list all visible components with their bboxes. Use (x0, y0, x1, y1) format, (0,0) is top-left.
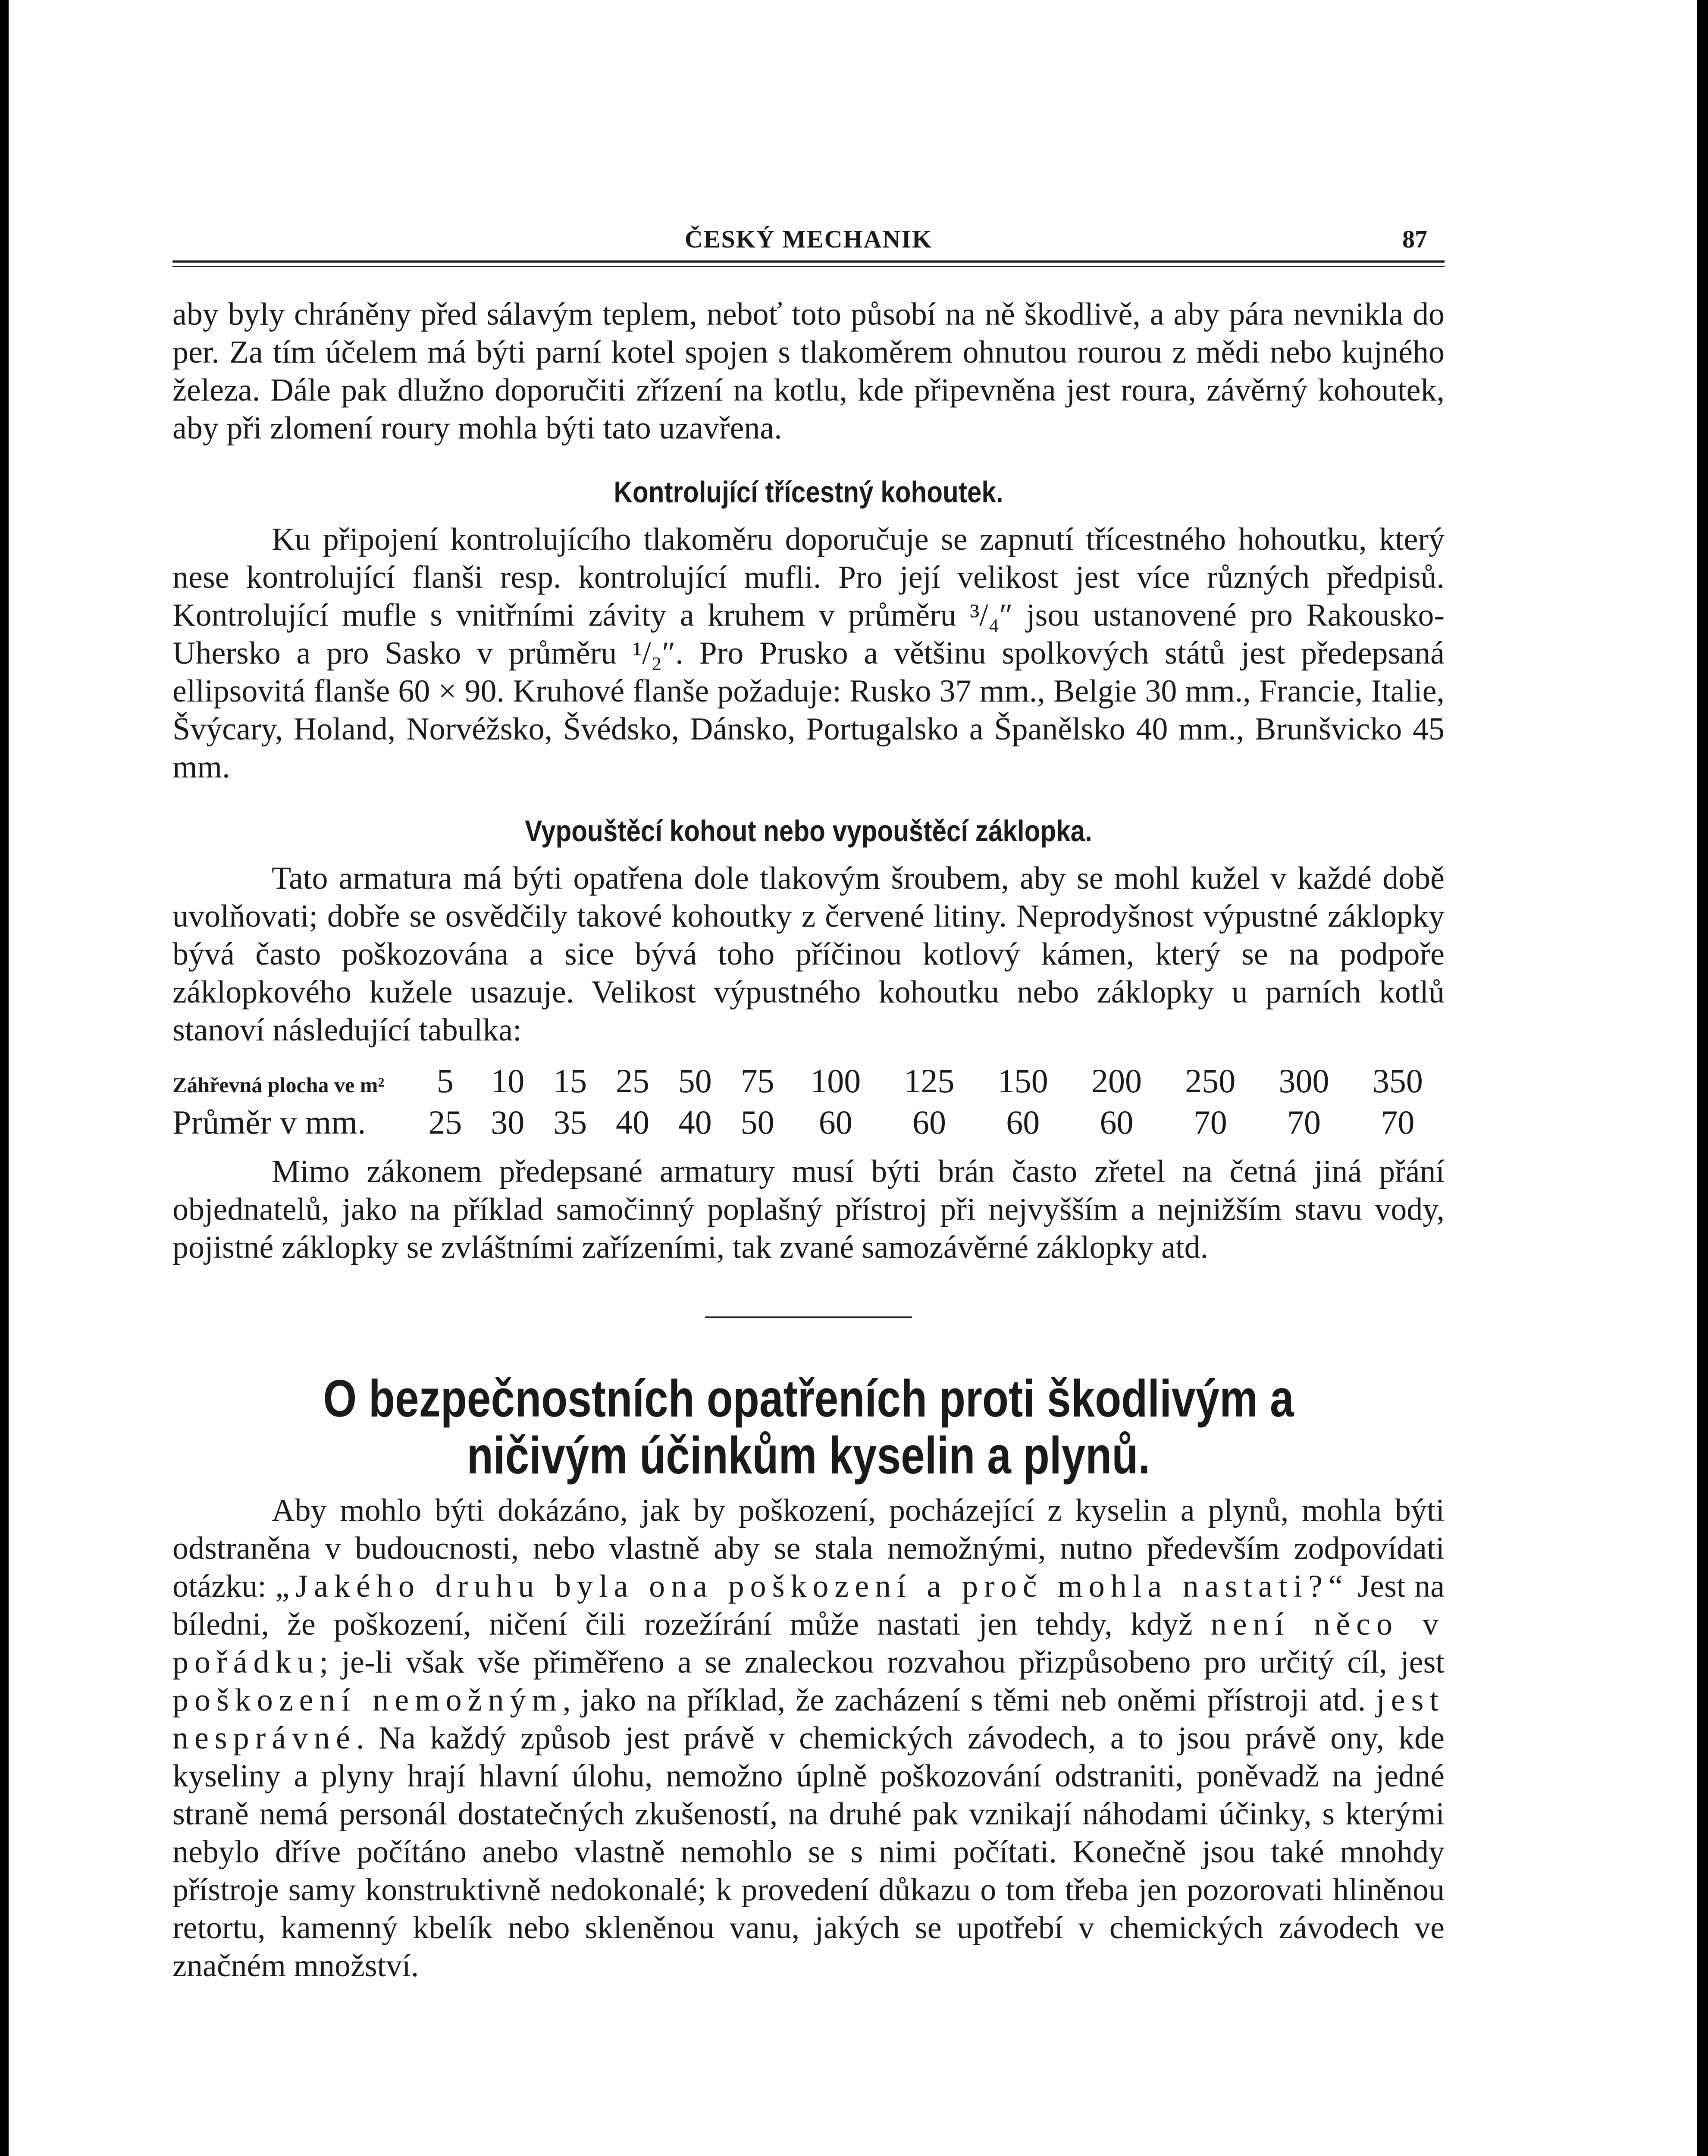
table-cell: 5 (436, 1062, 454, 1100)
emphasis-run: „Jakého druhu byla ona poškození a proč mohla nastati?“ (275, 1569, 1349, 1604)
table-row-label: Průměr v mm. (172, 1103, 366, 1141)
emphasis-run: není něco v pořádku (172, 1607, 1445, 1680)
scan-edge-left (0, 0, 9, 2156)
table-row-heating-surface (172, 1060, 1445, 1102)
text-run: Aby mohlo býti dokázáno, jak by poškození, pocházející z kyselin a plynů, mohla býti odstraněna v budoucnosti, nebo vlastně aby se stala nemožnými, nutno především zodpovídati otázku: (172, 1493, 1445, 1604)
table-cell: 70 (1193, 1103, 1227, 1141)
table-cell: 30 (491, 1103, 525, 1141)
table-cell: 40 (615, 1103, 649, 1141)
text-run: ; je-li však vše přiměřeno a se znaleckou rozvahou přizpůsobeno pro určitý cíl, jest (319, 1645, 1445, 1680)
section-divider (705, 1316, 912, 1318)
section-heading-drain-valve: Vypouštěcí kohout nebo vypouštěcí záklopka. (525, 814, 1092, 848)
table-cell: 35 (553, 1103, 587, 1141)
heating-surface-label: Záhřevná plocha ve m² (172, 1073, 385, 1097)
table-row-diameter (172, 1102, 1445, 1143)
table-cell: 60 (1006, 1103, 1040, 1141)
table-cell: 40 (678, 1103, 712, 1141)
emphasis-run: poškození nemožným (172, 1683, 563, 1718)
table-cell: 100 (810, 1062, 861, 1100)
table-cell: 50 (740, 1103, 774, 1141)
table-cell: 300 (1279, 1062, 1329, 1100)
table-cell: 60 (912, 1103, 946, 1141)
running-head (172, 224, 1445, 254)
page-content (172, 224, 1445, 1985)
table-cell: 150 (997, 1062, 1048, 1100)
scan-edge-right (1697, 0, 1708, 2156)
table-cell: 60 (1100, 1103, 1134, 1141)
table-cell: 25 (615, 1062, 649, 1100)
table-cell: 70 (1381, 1103, 1415, 1141)
running-title: ČESKÝ MECHANIK (684, 225, 933, 253)
paragraph-control-cock: Ku připojení kontrolujícího tlakoměru doporučuje se zapnutí třícestného hohoutku, který nese kontrolující flanši resp. kontrolující mufli. Pro její velikost jest více různých předpisů. Kontrolující mufle s vnitřními závity a kruhem v průměru ³/₄″ jsou ustanovené pro Rakousko-Uhersko a pro Sasko v průměru ¹/₂″. Pro Prusko a většinu spolkových států jest předepsaná ellipsovitá flanše 60 × 90. Kruhové flanše požaduje: Rusko 37 mm., Belgie 30 mm., Francie, Italie, Švýcary, Holand, Norvéžsko, Švédsko, Dánsko, Portugalsko a Španělsko 40 mm., Brunšvicko 45 mm. (172, 522, 1445, 785)
table-cell: 250 (1185, 1062, 1236, 1100)
paragraph-extra-fittings: Mimo zákonem předepsané armatury musí býti brán často zřetel na četná jiná přání objednatelů, jako na příklad samočinný poplašný přístroj při nejvyšším a nejnižším stavu vody, pojistné záklopky se zvláštními zařízeními, tak zvané samozávěrné záklopky atd. (172, 1154, 1445, 1265)
table-cell: 50 (678, 1062, 712, 1100)
paragraph-drain-valve: Tato armatura má býti opatřena dole tlakovým šroubem, aby se mohl kužel v každé době uvolňovati; dobře se osvědčily takové kohoutky z červené litiny. Neprodyšnost výpustné záklopky bývá často poškozována a sice bývá toho příčinou kotlový kámen, který se na podpoře záklopkového kužele usazuje. Velikost výpustného kohoutku nebo záklopky u parních kotlů stanoví následující tabulka: (172, 861, 1445, 1048)
text-run: . Na každý způsob jest právě v chemických závodech, a to jsou právě ony, kde kyseliny a plyny hrají hlavní úlohu, nemožno úplně poškozování odstraniti, poněvadž na jedné straně nemá personál dostatečných zkušeností, na druhé pak vznikají náhodami účinky, s kterými nebylo dříve počítáno anebo vlastně nemohlo se s nimi počítati. Konečně jsou také mnohdy přístroje samy konstruktivně nedokonalé; k provedení důkazu o tom třeba jen pozorovati hliněnou retortu, kamenný kbelík nebo skleněnou vanu, jakých se upotřebí v chemických závodech ve značném množství. (172, 1720, 1445, 1984)
text-run: , jako na příklad, že zacházení s těmi neb oněmi přístroji atd. (563, 1683, 1376, 1718)
emphasis-run: jest nesprávné (172, 1683, 1445, 1756)
paragraph-continuation: aby byly chráněny před sálavým teplem, neboť toto působí na ně škodlivě, a aby pára nevnikla do per. Za tím účelem má býti parní kotel spojen s tlakoměrem ohnutou rourou z mědi nebo kujného železa. Dále pak dlužno doporučiti zřízení na kotlu, kde připevněna jest roura, závěrný kohoutek, aby při zlomení roury mohla býti tato uzavřena. (172, 297, 1445, 446)
article-paragraph (172, 1492, 1445, 1985)
valve-size-table (172, 1060, 1445, 1143)
table-cell: 125 (904, 1062, 955, 1100)
section-heading-control-cock: Kontrolující třícestný kohoutek. (614, 475, 1003, 509)
table-cell: 70 (1287, 1103, 1321, 1141)
table-cell: 10 (491, 1062, 525, 1100)
table-row-label (172, 1060, 414, 1102)
table-cell: 25 (428, 1103, 462, 1141)
page-number: 87 (1402, 225, 1427, 253)
text-run: Jest na bíledni, že poškození, ničení čili rozežírání může nastati jen tehdy, když (172, 1569, 1445, 1642)
article-title: O bezpečnostních opatřeních proti škodlivým a ničivým účinkům kyselin a plynů. (323, 1369, 1294, 1485)
table-cell: 75 (740, 1062, 774, 1100)
table-cell: 15 (553, 1062, 587, 1100)
table-cell: 350 (1372, 1062, 1423, 1100)
table-cell: 60 (818, 1103, 852, 1141)
valve-size-grid (172, 1060, 1445, 1143)
header-double-rule (172, 260, 1445, 267)
table-cell: 200 (1091, 1062, 1142, 1100)
